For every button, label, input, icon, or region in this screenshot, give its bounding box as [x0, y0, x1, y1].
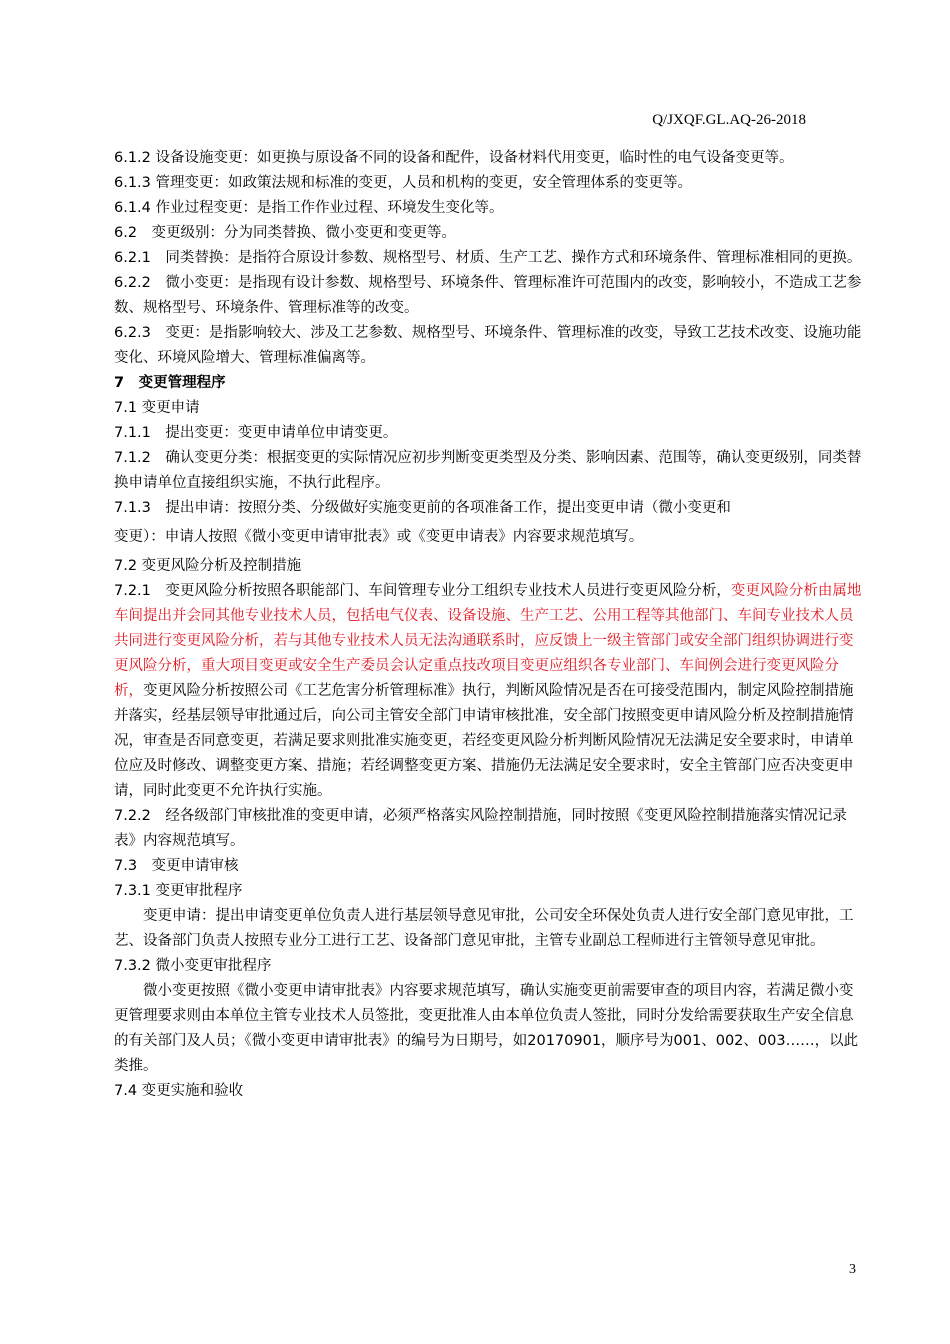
clause-6-1-3: 6.1.3 管理变更：如政策法规和标准的变更，人员和机构的变更，安全管理体系的变更等。 — [114, 175, 692, 191]
clause-7-2-1-lead: 7.2.1 变更风险分析按照各职能部门、车间管理专业分工组织专业技术人员进行变更风险分析， — [114, 583, 731, 599]
section-heading-7: 7 变更管理程序 — [114, 375, 226, 391]
clause-7-1-1: 7.1.1 提出变更：变更申请单位申请变更。 — [114, 425, 398, 441]
clause-7-4: 7.4 变更实施和验收 — [114, 1083, 244, 1099]
clause-7-3-1-body: 变更申请：提出申请变更单位负责人进行基层领导意见审批，公司安全环保处负责人进行安全部门意见审批，工艺、设备部门负责人按照专业分工进行工艺、设备部门意见审批，主管专业副总工程师进行主管领导意见审批。 — [114, 908, 854, 949]
clause-6-2-1: 6.2.1 同类替换：是指符合原设计参数、规格型号、材质、生产工艺、操作方式和环境条件、管理标准相同的更换。 — [114, 250, 862, 266]
clause-7-1: 7.1 变更申请 — [114, 400, 200, 416]
clause-7-3-2-body: 微小变更按照《微小变更申请审批表》内容要求规范填写，确认实施变更前需要审查的项目内容，若满足微小变更管理要求则由本单位主管专业技术人员签批，变更批准人由本单位负责人签批，同时分发给需要获取生产安全信息的有关部门及人员；《微小变更申请审批表》的编号为日期号，如20170901，顺序号为001、002、003……，以此类推。 — [114, 983, 859, 1074]
clause-7-2-1-highlight: 变更风险分析由属地车间提出并会同其他专业技术人员，包括电气仪表、设备设施、生产工艺、公用工程等其他部门、车间专业技术人员共同进行变更风险分析，若与其他专业技术人员无法沟通联系时，应反馈上一级主管部门或安全部门组织协调进行变更风险分析，重大项目变更或安全生产委员会认定重点技改项目变更应组织各专业部门、车间例会进行变更风险分析， — [114, 583, 862, 699]
page-number: 3 — [849, 1262, 856, 1277]
clause-6-1-2: 6.1.2 设备设施变更：如更换与原设备不同的设备和配件，设备材料代用变更，临时性的电气设备变更等。 — [114, 150, 794, 166]
document-code: Q/JXQF.GL.AQ-26-2018 — [652, 112, 806, 128]
clause-6-2-3: 6.2.3 变更：是指影响较大、涉及工艺参数、规格型号、环境条件、管理标准的改变，导致工艺技术改变、设施功能变化、环境风险增大、管理标准偏离等。 — [114, 325, 862, 366]
clause-6-2: 6.2 变更级别：分为同类替换、微小变更和变更等。 — [114, 225, 457, 241]
clause-7-3: 7.3 变更申请审核 — [114, 858, 239, 874]
clause-6-2-2: 6.2.2 微小变更：是指现有设计参数、规格型号、环境条件、管理标准许可范围内的改变，影响较小，不造成工艺参数、规格型号、环境条件、管理标准等的改变。 — [114, 275, 862, 316]
clause-7-1-3-continued: 变更）：申请人按照《微小变更申请审批表》或《变更申请表》内容要求规范填写。 — [114, 529, 644, 545]
clause-7-2-1-tail: 变更风险分析按照公司《工艺危害分析管理标准》执行，判断风险情况是否在可接受范围内，制定风险控制措施并落实，经基层领导审批通过后，向公司主管安全部门申请审核批准，安全部门按照变更申请风险分析及控制措施情况，审查是否同意变更，若满足要求则批准实施变更，若经变更风险分析判断风险情况无法满足安全要求时，申请单位应及时修改、调整变更方案、措施；若经调整变更方案、措施仍无法满足安全要求时，安全主管部门应否决变更申请，同时此变更不允许执行实施。 — [114, 683, 854, 799]
clause-7-1-3: 7.1.3 提出申请：按照分类、分级做好实施变更前的各项准备工作，提出变更申请（微小变更和 — [114, 500, 731, 516]
clause-6-1-4: 6.1.4 作业过程变更：是指工作作业过程、环境发生变化等。 — [114, 200, 504, 216]
clause-7-2: 7.2 变更风险分析及控制措施 — [114, 558, 302, 574]
clause-7-1-2: 7.1.2 确认变更分类：根据变更的实际情况应初步判断变更类型及分类、影响因素、范围等，确认变更级别，同类替换申请单位直接组织实施，不执行此程序。 — [114, 450, 862, 491]
clause-7-2-1 — [114, 579, 864, 804]
document-body — [114, 146, 864, 1104]
clause-7-3-2: 7.3.2 微小变更审批程序 — [114, 958, 272, 974]
clause-7-3-1: 7.3.1 变更审批程序 — [114, 883, 243, 899]
clause-7-2-2: 7.2.2 经各级部门审核批准的变更申请，必须严格落实风险控制措施，同时按照《变更风险控制措施落实情况记录表》内容规范填写。 — [114, 808, 847, 849]
